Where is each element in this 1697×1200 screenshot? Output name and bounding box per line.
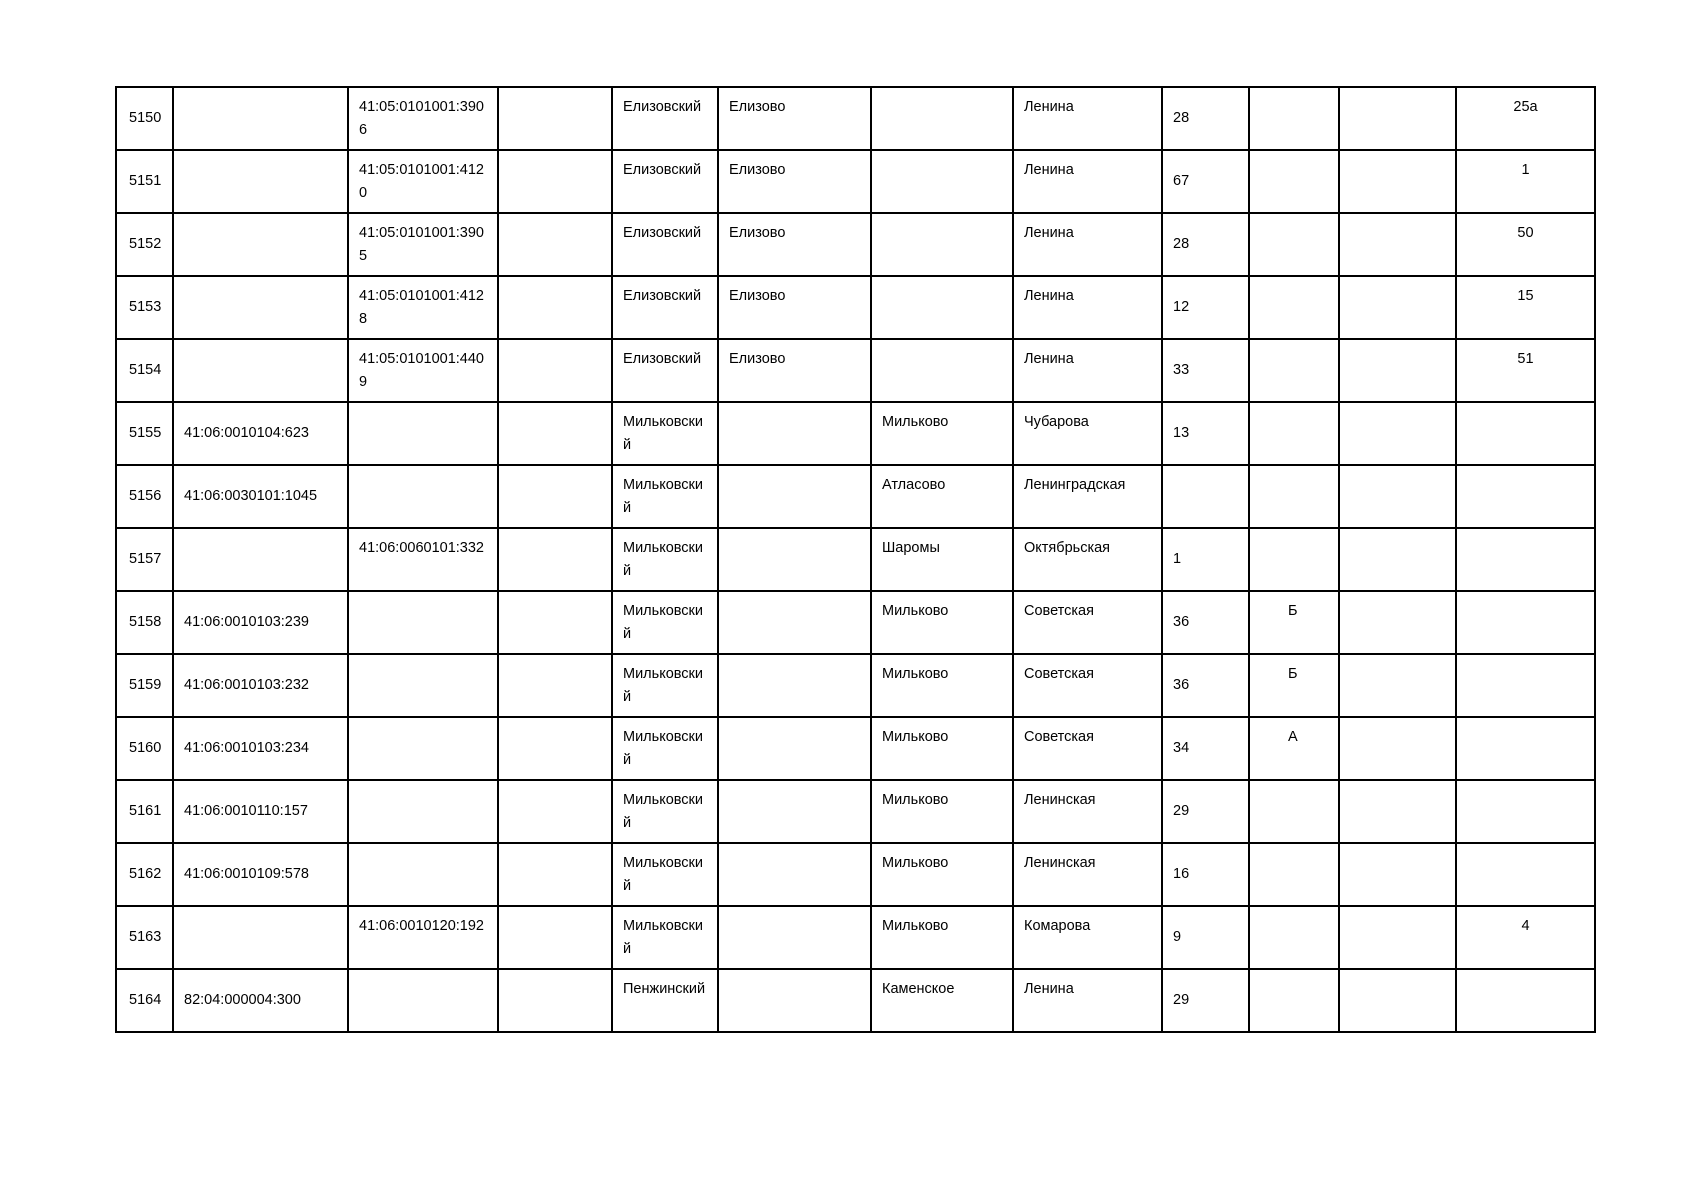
flat-number-cell — [1456, 402, 1595, 465]
empty-cell — [498, 465, 612, 528]
table-row — [116, 654, 1595, 717]
premises-cadastral-number-cell — [348, 402, 498, 465]
flat-number-cell: 1 — [1456, 150, 1595, 213]
street-cell: Советская — [1013, 654, 1162, 717]
premises-cadastral-number-cell: 41:05:0101001:3905 — [348, 213, 498, 276]
record-number-cell: 5159 — [116, 654, 173, 717]
settlement-cell: Мильково — [871, 843, 1013, 906]
building-letter-cell — [1249, 528, 1339, 591]
house-number-cell: 29 — [1162, 969, 1249, 1032]
house-number-cell: 33 — [1162, 339, 1249, 402]
empty-cell — [1339, 843, 1456, 906]
building-letter-cell — [1249, 276, 1339, 339]
registry-body — [116, 87, 1595, 1032]
street-cell: Ленина — [1013, 969, 1162, 1032]
empty-cell — [498, 276, 612, 339]
empty-cell — [1339, 213, 1456, 276]
settlement-cell: Каменское — [871, 969, 1013, 1032]
city-cell — [718, 465, 871, 528]
flat-number-cell — [1456, 780, 1595, 843]
street-cell: Ленинградская — [1013, 465, 1162, 528]
settlement-cell — [871, 87, 1013, 150]
empty-cell — [498, 780, 612, 843]
cadastral-number-cell — [173, 276, 348, 339]
house-number-cell: 29 — [1162, 780, 1249, 843]
district-cell: Мильковский — [612, 843, 718, 906]
premises-cadastral-number-cell: 41:05:0101001:3906 — [348, 87, 498, 150]
cadastral-number-cell — [173, 213, 348, 276]
city-cell — [718, 780, 871, 843]
record-number-cell: 5161 — [116, 780, 173, 843]
record-number-cell: 5150 — [116, 87, 173, 150]
premises-cadastral-number-cell: 41:05:0101001:4128 — [348, 276, 498, 339]
street-cell: Октябрьская — [1013, 528, 1162, 591]
empty-cell — [498, 150, 612, 213]
record-number-cell: 5152 — [116, 213, 173, 276]
house-number-cell: 36 — [1162, 654, 1249, 717]
cadastral-number-cell: 41:06:0010109:578 — [173, 843, 348, 906]
table-row — [116, 591, 1595, 654]
building-letter-cell — [1249, 402, 1339, 465]
settlement-cell: Шаромы — [871, 528, 1013, 591]
empty-cell — [498, 87, 612, 150]
record-number-cell: 5151 — [116, 150, 173, 213]
district-cell: Мильковский — [612, 402, 718, 465]
empty-cell — [1339, 402, 1456, 465]
flat-number-cell — [1456, 843, 1595, 906]
district-cell: Елизовский — [612, 213, 718, 276]
premises-cadastral-number-cell: 41:05:0101001:4120 — [348, 150, 498, 213]
building-letter-cell — [1249, 465, 1339, 528]
building-letter-cell — [1249, 150, 1339, 213]
settlement-cell: Атласово — [871, 465, 1013, 528]
settlement-cell: Мильково — [871, 654, 1013, 717]
flat-number-cell: 50 — [1456, 213, 1595, 276]
empty-cell — [1339, 465, 1456, 528]
record-number-cell: 5157 — [116, 528, 173, 591]
table-row — [116, 213, 1595, 276]
premises-cadastral-number-cell — [348, 717, 498, 780]
building-letter-cell: Б — [1249, 654, 1339, 717]
house-number-cell: 13 — [1162, 402, 1249, 465]
flat-number-cell: 15 — [1456, 276, 1595, 339]
table-row — [116, 465, 1595, 528]
flat-number-cell — [1456, 717, 1595, 780]
premises-cadastral-number-cell — [348, 654, 498, 717]
street-cell: Ленина — [1013, 339, 1162, 402]
cadastral-number-cell: 41:06:0010103:239 — [173, 591, 348, 654]
empty-cell — [498, 717, 612, 780]
flat-number-cell — [1456, 465, 1595, 528]
house-number-cell: 67 — [1162, 150, 1249, 213]
district-cell: Елизовский — [612, 150, 718, 213]
cadastral-number-cell: 41:06:0010103:232 — [173, 654, 348, 717]
cadastral-number-cell — [173, 150, 348, 213]
cadastral-number-cell — [173, 339, 348, 402]
city-cell: Елизово — [718, 213, 871, 276]
empty-cell — [1339, 717, 1456, 780]
empty-cell — [1339, 969, 1456, 1032]
flat-number-cell: 51 — [1456, 339, 1595, 402]
settlement-cell: Мильково — [871, 402, 1013, 465]
street-cell: Ленина — [1013, 150, 1162, 213]
house-number-cell: 36 — [1162, 591, 1249, 654]
empty-cell — [1339, 906, 1456, 969]
building-letter-cell — [1249, 969, 1339, 1032]
record-number-cell: 5156 — [116, 465, 173, 528]
street-cell: Комарова — [1013, 906, 1162, 969]
building-letter-cell: А — [1249, 717, 1339, 780]
city-cell — [718, 843, 871, 906]
empty-cell — [498, 528, 612, 591]
empty-cell — [498, 654, 612, 717]
empty-cell — [1339, 528, 1456, 591]
district-cell: Пенжинский — [612, 969, 718, 1032]
record-number-cell: 5160 — [116, 717, 173, 780]
city-cell — [718, 528, 871, 591]
record-number-cell: 5162 — [116, 843, 173, 906]
flat-number-cell — [1456, 591, 1595, 654]
district-cell: Елизовский — [612, 276, 718, 339]
district-cell: Мильковский — [612, 465, 718, 528]
street-cell: Ленина — [1013, 87, 1162, 150]
empty-cell — [1339, 591, 1456, 654]
empty-cell — [498, 402, 612, 465]
table-row — [116, 150, 1595, 213]
flat-number-cell — [1456, 654, 1595, 717]
district-cell: Мильковский — [612, 717, 718, 780]
city-cell — [718, 654, 871, 717]
premises-cadastral-number-cell: 41:05:0101001:4409 — [348, 339, 498, 402]
table-row — [116, 87, 1595, 150]
city-cell — [718, 969, 871, 1032]
house-number-cell: 28 — [1162, 213, 1249, 276]
building-letter-cell — [1249, 906, 1339, 969]
settlement-cell: Мильково — [871, 780, 1013, 843]
empty-cell — [498, 213, 612, 276]
cadastral-number-cell — [173, 87, 348, 150]
city-cell — [718, 717, 871, 780]
premises-cadastral-number-cell: 41:06:0010120:192 — [348, 906, 498, 969]
flat-number-cell — [1456, 528, 1595, 591]
cadastral-number-cell: 41:06:0010103:234 — [173, 717, 348, 780]
street-cell: Ленина — [1013, 213, 1162, 276]
premises-cadastral-number-cell — [348, 969, 498, 1032]
city-cell: Елизово — [718, 87, 871, 150]
table-row — [116, 339, 1595, 402]
cadastral-number-cell — [173, 906, 348, 969]
record-number-cell: 5164 — [116, 969, 173, 1032]
empty-cell — [498, 969, 612, 1032]
record-number-cell: 5163 — [116, 906, 173, 969]
building-letter-cell: Б — [1249, 591, 1339, 654]
building-letter-cell — [1249, 780, 1339, 843]
empty-cell — [498, 906, 612, 969]
district-cell: Мильковский — [612, 654, 718, 717]
empty-cell — [1339, 780, 1456, 843]
document-page — [115, 86, 1596, 1033]
table-row — [116, 843, 1595, 906]
house-number-cell: 12 — [1162, 276, 1249, 339]
premises-cadastral-number-cell — [348, 591, 498, 654]
table-row — [116, 717, 1595, 780]
empty-cell — [1339, 654, 1456, 717]
flat-number-cell: 25а — [1456, 87, 1595, 150]
city-cell: Елизово — [718, 150, 871, 213]
city-cell — [718, 402, 871, 465]
settlement-cell — [871, 276, 1013, 339]
table-row — [116, 780, 1595, 843]
building-letter-cell — [1249, 213, 1339, 276]
street-cell: Ленинская — [1013, 780, 1162, 843]
settlement-cell: Мильково — [871, 591, 1013, 654]
table-row — [116, 906, 1595, 969]
empty-cell — [1339, 150, 1456, 213]
street-cell: Ленинская — [1013, 843, 1162, 906]
empty-cell — [1339, 87, 1456, 150]
cadastral-number-cell: 82:04:000004:300 — [173, 969, 348, 1032]
city-cell — [718, 591, 871, 654]
cadastral-number-cell: 41:06:0010104:623 — [173, 402, 348, 465]
street-cell: Чубарова — [1013, 402, 1162, 465]
house-number-cell: 9 — [1162, 906, 1249, 969]
premises-cadastral-number-cell — [348, 780, 498, 843]
settlement-cell: Мильково — [871, 717, 1013, 780]
empty-cell — [1339, 276, 1456, 339]
record-number-cell: 5158 — [116, 591, 173, 654]
settlement-cell — [871, 150, 1013, 213]
empty-cell — [1339, 339, 1456, 402]
cadastral-number-cell: 41:06:0030101:1045 — [173, 465, 348, 528]
street-cell: Советская — [1013, 717, 1162, 780]
district-cell: Мильковский — [612, 591, 718, 654]
building-letter-cell — [1249, 339, 1339, 402]
city-cell — [718, 906, 871, 969]
empty-cell — [498, 591, 612, 654]
record-number-cell: 5154 — [116, 339, 173, 402]
settlement-cell — [871, 339, 1013, 402]
house-number-cell — [1162, 465, 1249, 528]
empty-cell — [498, 843, 612, 906]
house-number-cell: 34 — [1162, 717, 1249, 780]
district-cell: Елизовский — [612, 339, 718, 402]
cadastral-number-cell — [173, 528, 348, 591]
house-number-cell: 16 — [1162, 843, 1249, 906]
district-cell: Елизовский — [612, 87, 718, 150]
table-row — [116, 276, 1595, 339]
district-cell: Мильковский — [612, 528, 718, 591]
settlement-cell: Мильково — [871, 906, 1013, 969]
house-number-cell: 1 — [1162, 528, 1249, 591]
empty-cell — [498, 339, 612, 402]
record-number-cell: 5155 — [116, 402, 173, 465]
street-cell: Советская — [1013, 591, 1162, 654]
settlement-cell — [871, 213, 1013, 276]
city-cell: Елизово — [718, 276, 871, 339]
flat-number-cell — [1456, 969, 1595, 1032]
house-number-cell: 28 — [1162, 87, 1249, 150]
premises-cadastral-number-cell — [348, 465, 498, 528]
cadastral-number-cell: 41:06:0010110:157 — [173, 780, 348, 843]
table-row — [116, 969, 1595, 1032]
table-row — [116, 402, 1595, 465]
city-cell: Елизово — [718, 339, 871, 402]
building-letter-cell — [1249, 87, 1339, 150]
district-cell: Мильковский — [612, 780, 718, 843]
record-number-cell: 5153 — [116, 276, 173, 339]
premises-cadastral-number-cell: 41:06:0060101:332 — [348, 528, 498, 591]
district-cell: Мильковский — [612, 906, 718, 969]
table-row — [116, 528, 1595, 591]
building-letter-cell — [1249, 843, 1339, 906]
premises-cadastral-number-cell — [348, 843, 498, 906]
address-registry-table — [115, 86, 1596, 1033]
street-cell: Ленина — [1013, 276, 1162, 339]
flat-number-cell: 4 — [1456, 906, 1595, 969]
